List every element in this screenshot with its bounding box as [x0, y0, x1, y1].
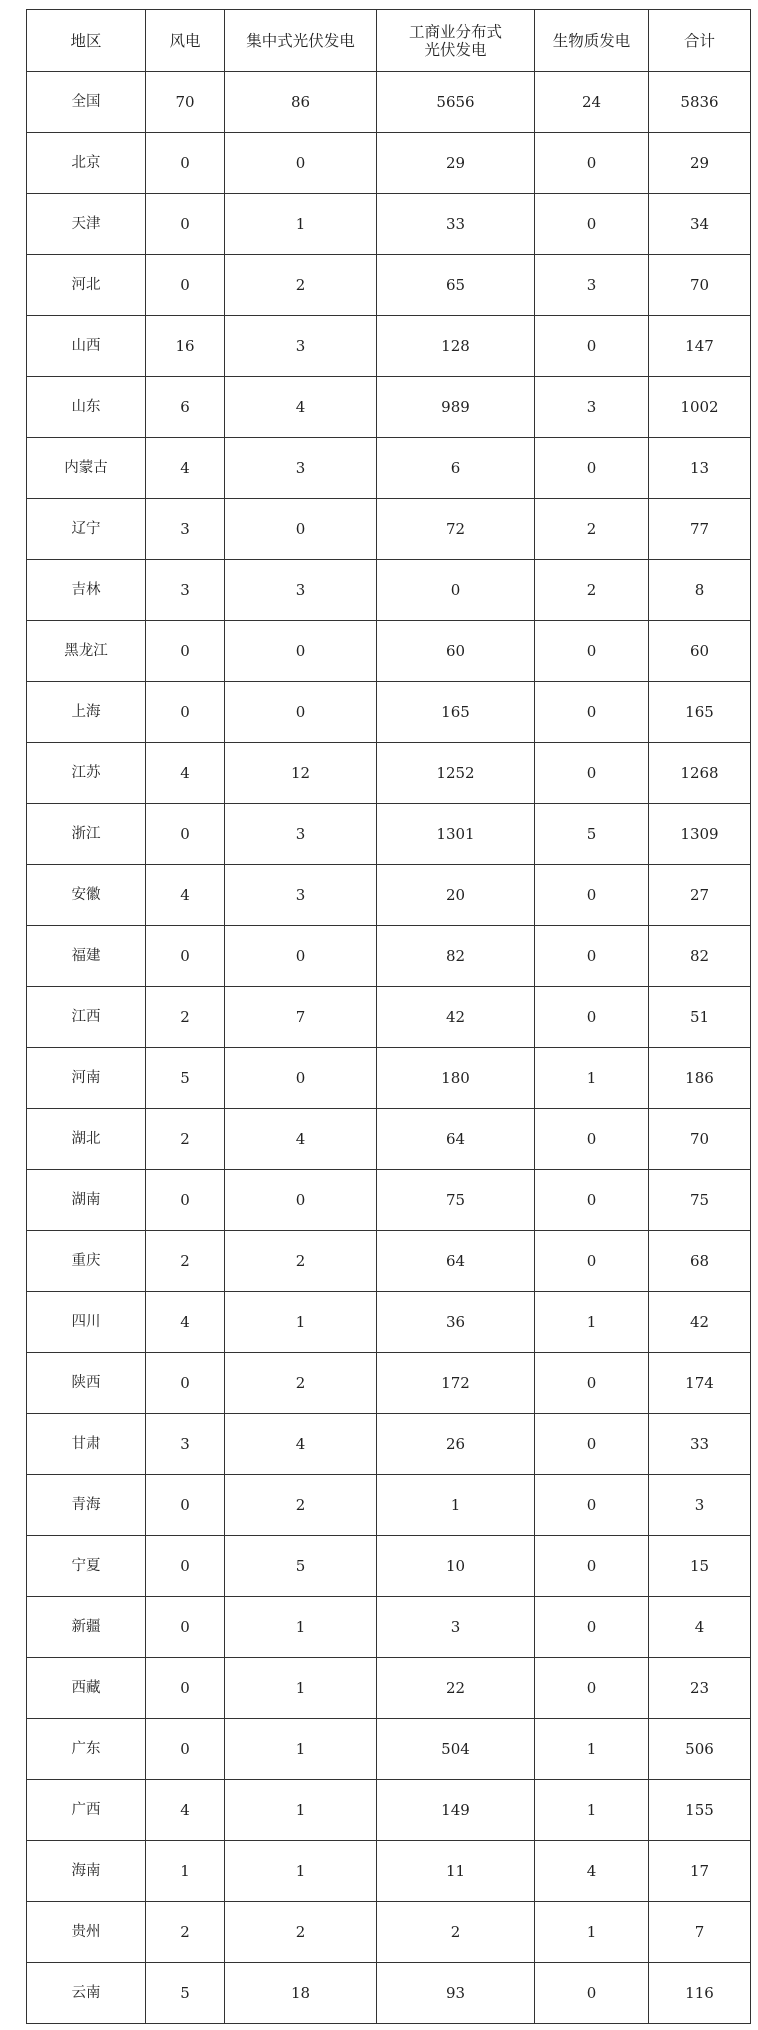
cell-biomass: 0	[535, 1536, 649, 1597]
table-body	[27, 72, 751, 2024]
cell-biomass: 0	[535, 743, 649, 804]
cell-region: 四川	[27, 1292, 146, 1353]
cell-wind: 0	[146, 1353, 225, 1414]
cell-region: 云南	[27, 1963, 146, 2024]
cell-distributed-pv: 72	[377, 499, 535, 560]
cell-total: 155	[649, 1780, 751, 1841]
cell-region: 湖北	[27, 1109, 146, 1170]
cell-centralized-pv: 1	[225, 1719, 377, 1780]
cell-wind: 3	[146, 560, 225, 621]
cell-total: 70	[649, 255, 751, 316]
cell-biomass: 1	[535, 1902, 649, 1963]
cell-distributed-pv: 180	[377, 1048, 535, 1109]
cell-total: 13	[649, 438, 751, 499]
cell-total: 17	[649, 1841, 751, 1902]
cell-distributed-pv: 172	[377, 1353, 535, 1414]
cell-total: 51	[649, 987, 751, 1048]
cell-distributed-pv: 22	[377, 1658, 535, 1719]
table-row	[27, 865, 751, 926]
cell-centralized-pv: 1	[225, 1841, 377, 1902]
cell-biomass: 0	[535, 133, 649, 194]
cell-centralized-pv: 7	[225, 987, 377, 1048]
cell-distributed-pv: 165	[377, 682, 535, 743]
cell-centralized-pv: 1	[225, 1597, 377, 1658]
cell-centralized-pv: 0	[225, 1170, 377, 1231]
cell-centralized-pv: 12	[225, 743, 377, 804]
header-total: 合计	[649, 10, 751, 72]
cell-biomass: 0	[535, 987, 649, 1048]
cell-region: 浙江	[27, 804, 146, 865]
cell-biomass: 4	[535, 1841, 649, 1902]
cell-distributed-pv: 989	[377, 377, 535, 438]
cell-region: 广西	[27, 1780, 146, 1841]
cell-centralized-pv: 2	[225, 1353, 377, 1414]
cell-wind: 2	[146, 1231, 225, 1292]
table-row	[27, 987, 751, 1048]
table-row	[27, 1902, 751, 1963]
cell-wind: 0	[146, 1170, 225, 1231]
cell-distributed-pv: 29	[377, 133, 535, 194]
cell-region: 西藏	[27, 1658, 146, 1719]
cell-distributed-pv: 6	[377, 438, 535, 499]
cell-total: 1309	[649, 804, 751, 865]
cell-distributed-pv: 0	[377, 560, 535, 621]
table-row	[27, 316, 751, 377]
cell-biomass: 0	[535, 194, 649, 255]
table-row	[27, 1963, 751, 2024]
table-row	[27, 1475, 751, 1536]
header-biomass: 生物质发电	[535, 10, 649, 72]
cell-biomass: 0	[535, 1109, 649, 1170]
cell-distributed-pv: 26	[377, 1414, 535, 1475]
cell-total: 186	[649, 1048, 751, 1109]
header-centralized-pv: 集中式光伏发电	[225, 10, 377, 72]
cell-biomass: 0	[535, 1475, 649, 1536]
cell-distributed-pv: 1301	[377, 804, 535, 865]
cell-biomass: 3	[535, 255, 649, 316]
cell-total: 147	[649, 316, 751, 377]
cell-region: 山西	[27, 316, 146, 377]
cell-total: 60	[649, 621, 751, 682]
cell-total: 4	[649, 1597, 751, 1658]
table-row	[27, 72, 751, 133]
cell-biomass: 0	[535, 1414, 649, 1475]
cell-biomass: 0	[535, 682, 649, 743]
cell-biomass: 0	[535, 926, 649, 987]
table-row	[27, 499, 751, 560]
table-row	[27, 1170, 751, 1231]
table-row	[27, 926, 751, 987]
cell-centralized-pv: 1	[225, 1780, 377, 1841]
cell-region: 河北	[27, 255, 146, 316]
cell-wind: 4	[146, 865, 225, 926]
cell-total: 68	[649, 1231, 751, 1292]
cell-distributed-pv: 5656	[377, 72, 535, 133]
cell-wind: 5	[146, 1048, 225, 1109]
cell-centralized-pv: 3	[225, 865, 377, 926]
cell-centralized-pv: 4	[225, 1414, 377, 1475]
cell-distributed-pv: 10	[377, 1536, 535, 1597]
cell-centralized-pv: 5	[225, 1536, 377, 1597]
cell-region: 江西	[27, 987, 146, 1048]
cell-centralized-pv: 3	[225, 560, 377, 621]
cell-total: 116	[649, 1963, 751, 2024]
cell-centralized-pv: 3	[225, 438, 377, 499]
cell-biomass: 3	[535, 377, 649, 438]
cell-region: 江苏	[27, 743, 146, 804]
table-row	[27, 1231, 751, 1292]
cell-distributed-pv: 3	[377, 1597, 535, 1658]
cell-region: 山东	[27, 377, 146, 438]
cell-wind: 4	[146, 438, 225, 499]
cell-centralized-pv: 4	[225, 1109, 377, 1170]
cell-wind: 70	[146, 72, 225, 133]
table-row	[27, 1414, 751, 1475]
cell-region: 吉林	[27, 560, 146, 621]
cell-centralized-pv: 0	[225, 1048, 377, 1109]
cell-total: 77	[649, 499, 751, 560]
cell-wind: 0	[146, 255, 225, 316]
cell-total: 15	[649, 1536, 751, 1597]
table-row	[27, 1353, 751, 1414]
cell-total: 8	[649, 560, 751, 621]
cell-wind: 4	[146, 1292, 225, 1353]
cell-wind: 0	[146, 1719, 225, 1780]
cell-total: 23	[649, 1658, 751, 1719]
cell-wind: 6	[146, 377, 225, 438]
table-row	[27, 1780, 751, 1841]
cell-distributed-pv: 504	[377, 1719, 535, 1780]
cell-wind: 0	[146, 1536, 225, 1597]
table-container	[26, 9, 751, 2024]
cell-centralized-pv: 1	[225, 194, 377, 255]
cell-wind: 3	[146, 1414, 225, 1475]
cell-centralized-pv: 18	[225, 1963, 377, 2024]
cell-total: 75	[649, 1170, 751, 1231]
cell-centralized-pv: 1	[225, 1292, 377, 1353]
cell-wind: 0	[146, 804, 225, 865]
cell-distributed-pv: 82	[377, 926, 535, 987]
header-wind: 风电	[146, 10, 225, 72]
cell-distributed-pv: 93	[377, 1963, 535, 2024]
cell-total: 506	[649, 1719, 751, 1780]
cell-total: 70	[649, 1109, 751, 1170]
cell-biomass: 0	[535, 865, 649, 926]
cell-region: 新疆	[27, 1597, 146, 1658]
table-row	[27, 438, 751, 499]
cell-biomass: 0	[535, 621, 649, 682]
cell-region: 北京	[27, 133, 146, 194]
cell-wind: 0	[146, 926, 225, 987]
table-row	[27, 1597, 751, 1658]
cell-wind: 0	[146, 1658, 225, 1719]
cell-wind: 2	[146, 987, 225, 1048]
cell-centralized-pv: 0	[225, 499, 377, 560]
cell-wind: 4	[146, 1780, 225, 1841]
cell-region: 天津	[27, 194, 146, 255]
cell-biomass: 2	[535, 560, 649, 621]
cell-region: 上海	[27, 682, 146, 743]
cell-region: 辽宁	[27, 499, 146, 560]
cell-centralized-pv: 0	[225, 621, 377, 682]
table-row	[27, 682, 751, 743]
cell-distributed-pv: 11	[377, 1841, 535, 1902]
cell-biomass: 0	[535, 1353, 649, 1414]
cell-wind: 2	[146, 1109, 225, 1170]
cell-distributed-pv: 1252	[377, 743, 535, 804]
cell-region: 黑龙江	[27, 621, 146, 682]
cell-biomass: 24	[535, 72, 649, 133]
cell-region: 广东	[27, 1719, 146, 1780]
cell-biomass: 1	[535, 1719, 649, 1780]
cell-centralized-pv: 3	[225, 316, 377, 377]
cell-region: 安徽	[27, 865, 146, 926]
cell-centralized-pv: 86	[225, 72, 377, 133]
cell-region: 内蒙古	[27, 438, 146, 499]
cell-biomass: 1	[535, 1292, 649, 1353]
cell-wind: 5	[146, 1963, 225, 2024]
cell-distributed-pv: 64	[377, 1109, 535, 1170]
cell-total: 34	[649, 194, 751, 255]
cell-wind: 4	[146, 743, 225, 804]
cell-total: 42	[649, 1292, 751, 1353]
cell-wind: 16	[146, 316, 225, 377]
cell-total: 27	[649, 865, 751, 926]
cell-biomass: 0	[535, 1597, 649, 1658]
cell-distributed-pv: 1	[377, 1475, 535, 1536]
header-region: 地区	[27, 10, 146, 72]
cell-distributed-pv: 65	[377, 255, 535, 316]
cell-distributed-pv: 36	[377, 1292, 535, 1353]
cell-distributed-pv: 33	[377, 194, 535, 255]
header-row	[27, 10, 751, 72]
cell-biomass: 0	[535, 1963, 649, 2024]
table-row	[27, 804, 751, 865]
cell-centralized-pv: 3	[225, 804, 377, 865]
cell-distributed-pv: 42	[377, 987, 535, 1048]
cell-centralized-pv: 0	[225, 133, 377, 194]
table-row	[27, 1658, 751, 1719]
cell-wind: 3	[146, 499, 225, 560]
cell-distributed-pv: 128	[377, 316, 535, 377]
table-row	[27, 133, 751, 194]
table-row	[27, 621, 751, 682]
cell-centralized-pv: 4	[225, 377, 377, 438]
cell-wind: 2	[146, 1902, 225, 1963]
cell-total: 7	[649, 1902, 751, 1963]
cell-region: 宁夏	[27, 1536, 146, 1597]
cell-distributed-pv: 20	[377, 865, 535, 926]
cell-biomass: 2	[535, 499, 649, 560]
table-row	[27, 1841, 751, 1902]
cell-distributed-pv: 75	[377, 1170, 535, 1231]
cell-region: 贵州	[27, 1902, 146, 1963]
table-row	[27, 1536, 751, 1597]
table-row	[27, 194, 751, 255]
cell-biomass: 0	[535, 1231, 649, 1292]
table-row	[27, 1048, 751, 1109]
cell-wind: 0	[146, 133, 225, 194]
cell-centralized-pv: 2	[225, 255, 377, 316]
cell-centralized-pv: 2	[225, 1902, 377, 1963]
cell-centralized-pv: 2	[225, 1475, 377, 1536]
cell-total: 1268	[649, 743, 751, 804]
cell-region: 全国	[27, 72, 146, 133]
cell-total: 174	[649, 1353, 751, 1414]
table-row	[27, 1292, 751, 1353]
cell-region: 甘肃	[27, 1414, 146, 1475]
table-row	[27, 377, 751, 438]
cell-region: 重庆	[27, 1231, 146, 1292]
cell-distributed-pv: 60	[377, 621, 535, 682]
cell-biomass: 0	[535, 1658, 649, 1719]
cell-centralized-pv: 2	[225, 1231, 377, 1292]
cell-total: 3	[649, 1475, 751, 1536]
cell-wind: 0	[146, 194, 225, 255]
table-row	[27, 743, 751, 804]
cell-total: 5836	[649, 72, 751, 133]
cell-biomass: 5	[535, 804, 649, 865]
cell-centralized-pv: 0	[225, 682, 377, 743]
cell-region: 海南	[27, 1841, 146, 1902]
cell-region: 河南	[27, 1048, 146, 1109]
cell-wind: 0	[146, 1475, 225, 1536]
header-distributed-pv: 工商业分布式 光伏发电	[377, 10, 535, 72]
cell-centralized-pv: 0	[225, 926, 377, 987]
table-row	[27, 560, 751, 621]
cell-wind: 0	[146, 682, 225, 743]
cell-distributed-pv: 149	[377, 1780, 535, 1841]
cell-total: 1002	[649, 377, 751, 438]
cell-biomass: 0	[535, 438, 649, 499]
cell-region: 湖南	[27, 1170, 146, 1231]
cell-total: 165	[649, 682, 751, 743]
data-table	[26, 9, 751, 2024]
cell-wind: 0	[146, 1597, 225, 1658]
cell-total: 82	[649, 926, 751, 987]
cell-total: 33	[649, 1414, 751, 1475]
table-row	[27, 1719, 751, 1780]
cell-region: 陕西	[27, 1353, 146, 1414]
cell-centralized-pv: 1	[225, 1658, 377, 1719]
cell-biomass: 1	[535, 1780, 649, 1841]
cell-biomass: 0	[535, 1170, 649, 1231]
cell-region: 青海	[27, 1475, 146, 1536]
cell-wind: 1	[146, 1841, 225, 1902]
cell-distributed-pv: 2	[377, 1902, 535, 1963]
cell-wind: 0	[146, 621, 225, 682]
cell-distributed-pv: 64	[377, 1231, 535, 1292]
cell-region: 福建	[27, 926, 146, 987]
cell-biomass: 1	[535, 1048, 649, 1109]
cell-biomass: 0	[535, 316, 649, 377]
table-row	[27, 1109, 751, 1170]
table-row	[27, 255, 751, 316]
cell-total: 29	[649, 133, 751, 194]
